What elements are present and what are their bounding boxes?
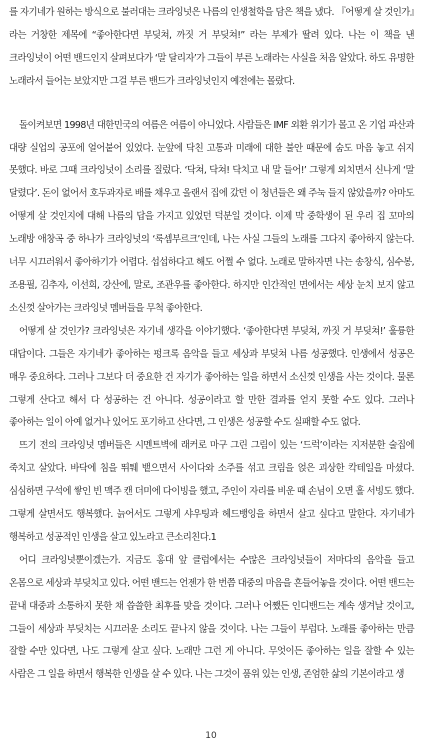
paragraph-1998: 돌이켜보면 1998년 대한민국의 여름은 여름이 아니었다. 사람들은 IMF 외환 위기가 몰고 온 기업 파산과 대량 실업의 공포에 얼어붙어 있었다. 눈앞에 닥친 고통과 미래에 대한 불안 때문에 숨도 마음 놓고 쉬지 못했다. 바로 그때 크라잉넛이 소리를 질렀다. ‘닥쳐, 닥쳐! 닥치고 내 말 들어!’ 그렇게 외치면서 신나게 ‘말 달렸다’. 돈이 없어서 호두과자로 배를 채우고 올랜서 집에 갔던 이 청년들은 왜 주눅 들지 않았을까? 아마도 어떻게 살 것인지에 대해 나름의 답을 가지고 있었던 덕분일 것이다. 이제 막 중학생이 된 우리 집 꼬마의 노래방 애창곡 중 하나가 크라잉넛의 ‘룩셈부르크’인데, 나는 사실 그들의 노래를 그다지 좋아하지 않는다. 너무 시끄러워서 좋아하기가 어렵다. 섭섭하다고 해도 어쩔 수 없다. 노래로 말하자면 나는 송창식, 심수봉, 조용필, 김추자, 이선희, 강산에, 말로, 조관우를 좋아한다. 하지만 인간적인 면에서는 세상 눈치 보지 않고 소신껏 살아가는 크라잉넛 멤버들을 무척 좋아한다. <box>9 119 414 314</box>
paragraph-drug-bar: 뜨기 전의 크라잉넛 멤버들은 시멘트벽에 래커로 마구 그린 그림이 있는 ‘드럭’이라는 지저분한 술집에 죽치고 살았다. 바닥에 침을 뛰퉤 뱉으면서 사이다와 소주를 섞고 크림을 얹은 괴상한 칵테일을 마셨다. 심심하면 구석에 쌓인 빈 맥주 캔 더미에 다이빙을 했고, 주인이 자리를 비운 때 손님이 오면 홀 서빙도 했다. 그렇게 살면서도 행복했다. 늙어서도 그렇게 샤우팅과 헤드뱅잉을 하면서 살고 싶다고 말한다. 자기네가 행복하고 성공적인 인생을 살고 있노라고 큰소리친다.1 <box>9 440 414 543</box>
paragraph-indie-bands: 어디 크라잉넛뿐이겠는가. 지금도 홍대 앞 클럽에서는 수많은 크라잉넛들이 저마다의 음악을 들고 온몸으로 세상과 부딪치고 있다. 어떤 밴드는 언젠가 한 번쯤 대중의 마음을 흔들어놓을 것이다. 어떤 밴드는 끝내 대중과 소통하지 못한 채 씁쓸한 최후를 맞을 것이다. 그러나 어쨌든 인디밴드는 계속 생겨날 것이고, 그들이 세상과 부딪치는 시끄러운 소리도 끝나지 않을 것이다. 나는 그들이 부럽다. 노래를 좋아하는 만큼 잘할 수만 있다면, 나도 그렇게 살고 싶다. 노래만 그런 게 아니다. 무엇이든 좋아하는 일을 잘할 수 있는 사람은 그 일을 하면서 행복한 인생을 살 수 있다. 나는 그것이 품위 있는 인생, 존엄한 삶의 기본이라고 생 <box>9 554 414 681</box>
page-number: 10 <box>205 731 217 741</box>
paragraph-intro: 를 자기네가 원하는 방식으로 불러대는 크라잉넛은 나름의 인생철학을 담은 책을 냈다. 『어떻게 살 것인가』라는 거창한 제목에 “좋아한다면 부딪쳐, 까짓 거 부딪쳐!” 라는 부제가 딸려 있다. 나는 이 책을 낸 크라잉넛이 어떤 밴드인지 살펴보다가 ‘말 달리자’가 그들이 부른 노래라는 사실을 처음 알았다. 하도 유명한 노래라서 들어는 보았지만 그걸 부른 밴드가 크라잉넛인지 예전에는 몰랐다. <box>9 7 414 87</box>
paragraph-how-to-live: 어떻게 살 것인가? 크라잉넛은 자기네 생각을 이야기했다. ‘좋아한다면 부딪쳐, 까짓 거 부딪쳐!’ 훌륭한 대답이다. 그들은 자기네가 좋아하는 펑크록 음악을 들고 세상과 부딪쳐 나름 성공했다. 인생에서 성공은 매우 중요하다. 그러나 그보다 더 중요한 건 자기가 좋아하는 일을 하면서 소신껏 인생을 사는 것이다. 물론 그렇게 산다고 해서 다 성공하는 건 아니다. 성공이라고 할 만한 결과를 얻지 못할 수도 있다. 그러나 좋아하는 일이 아예 없거나 있어도 포기하고 산다면, 그 인생은 성공할 수도 실패할 수도 없다. <box>9 325 414 429</box>
paragraph-gap <box>9 94 414 115</box>
